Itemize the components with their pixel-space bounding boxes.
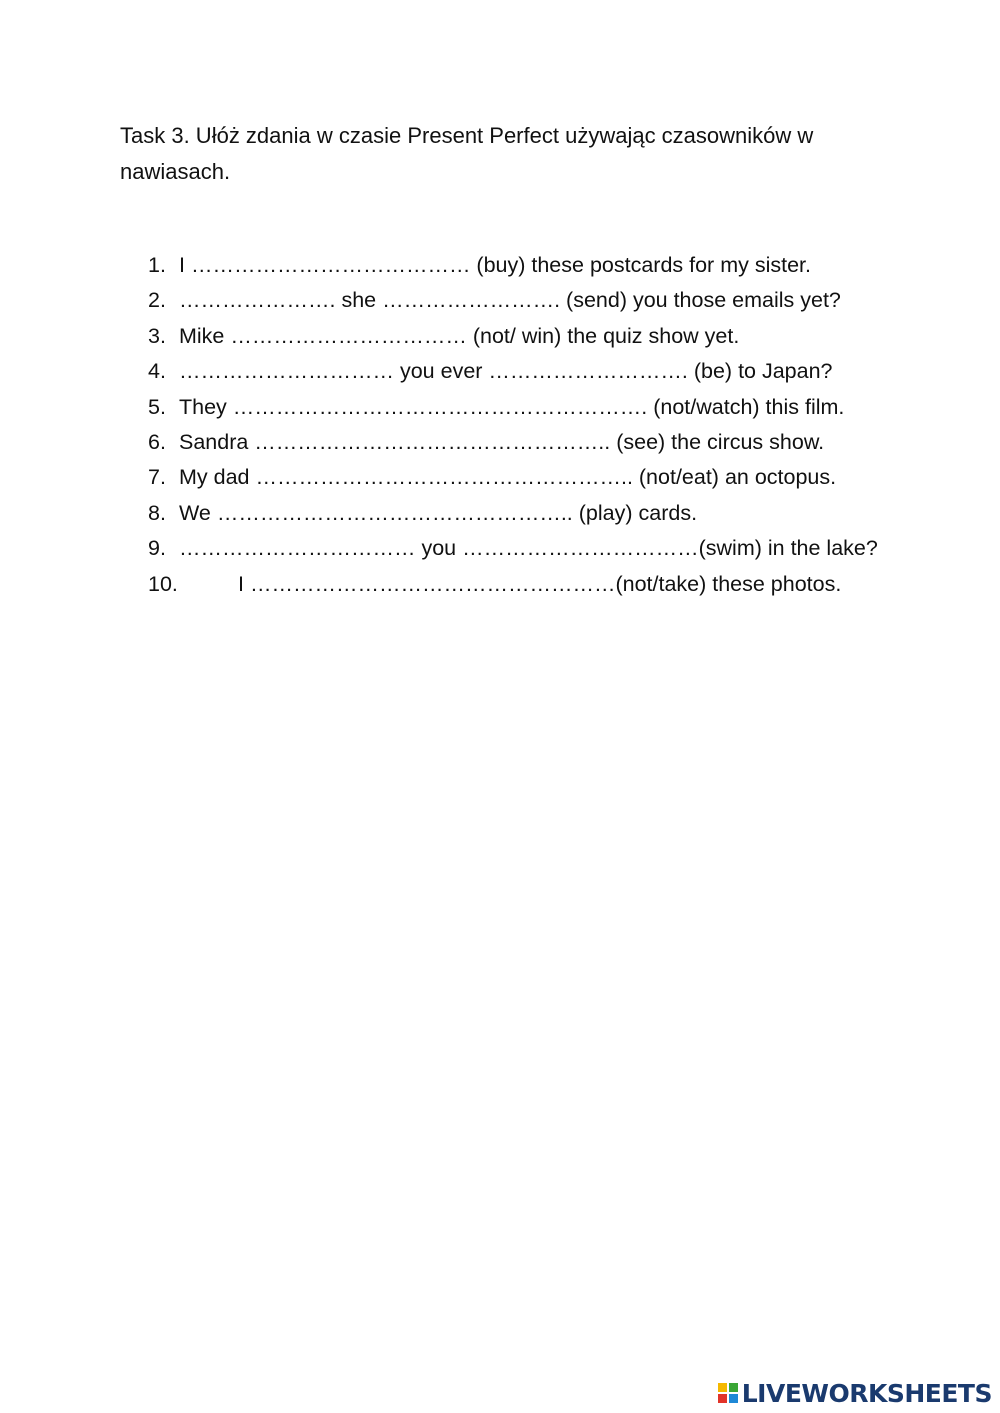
exercise-item-8 [148, 496, 908, 531]
item-number: 1. [148, 253, 166, 277]
exercise-item-2 [148, 283, 908, 318]
exercise-item-7 [148, 460, 908, 495]
exercise-item-9 [148, 531, 908, 566]
item-number: 4. [148, 359, 166, 384]
task-instructions: Task 3. Ułóż zdania w czasie Present Perfect używając czasowników w nawiasach. [120, 123, 814, 184]
logo-square-icon [729, 1394, 738, 1403]
exercise-item-5 [148, 390, 908, 425]
exercise-item-3 [148, 319, 908, 354]
item-number: 3. [148, 323, 166, 348]
item-sentence: My dad …………………………………………….. (not/eat) an octopus. [179, 465, 837, 490]
item-sentence: Mike …………………………… (not/ win) the quiz show yet. [179, 323, 740, 348]
logo-square-icon [729, 1383, 738, 1392]
exercise-item-4 [148, 354, 908, 389]
exercise-item-10 [148, 567, 908, 602]
item-number: 6. [148, 429, 166, 454]
exercise-item-6 [148, 425, 908, 460]
item-number: 9. [148, 536, 166, 561]
item-number: 2. [148, 288, 166, 313]
liveworksheets-logo[interactable] [718, 1379, 992, 1407]
logo-grid-icon [718, 1383, 738, 1403]
item-number: 10. [148, 571, 178, 596]
logo-square-icon [718, 1394, 727, 1403]
item-sentence: I ……………………………………………(not/take) these photos. [238, 571, 842, 596]
item-number: 8. [148, 500, 166, 525]
logo-text: LIVEWORKSHEETS [741, 1378, 992, 1408]
item-sentence: …………………. she ……………………. (send) you those emails yet? [179, 288, 841, 313]
exercise-item-1 [148, 248, 908, 283]
logo-square-icon [718, 1383, 727, 1392]
exercise-list [148, 248, 908, 602]
item-sentence: We ………………………………………….. (play) cards. [179, 500, 698, 525]
item-number: 7. [148, 465, 166, 490]
item-sentence: Sandra ………………………………………….. (see) the circus show. [179, 429, 825, 454]
item-sentence: I ………………………………… (buy) these postcards for my sister. [179, 253, 811, 277]
item-sentence: …………………………… you ……………………………(swim) in the lake? [179, 536, 878, 561]
item-sentence: ………………………… you ever ………………………. (be) to Japan? [179, 359, 833, 384]
item-sentence: They …………………………………………………. (not/watch) this film. [179, 394, 845, 419]
item-number: 5. [148, 394, 166, 419]
